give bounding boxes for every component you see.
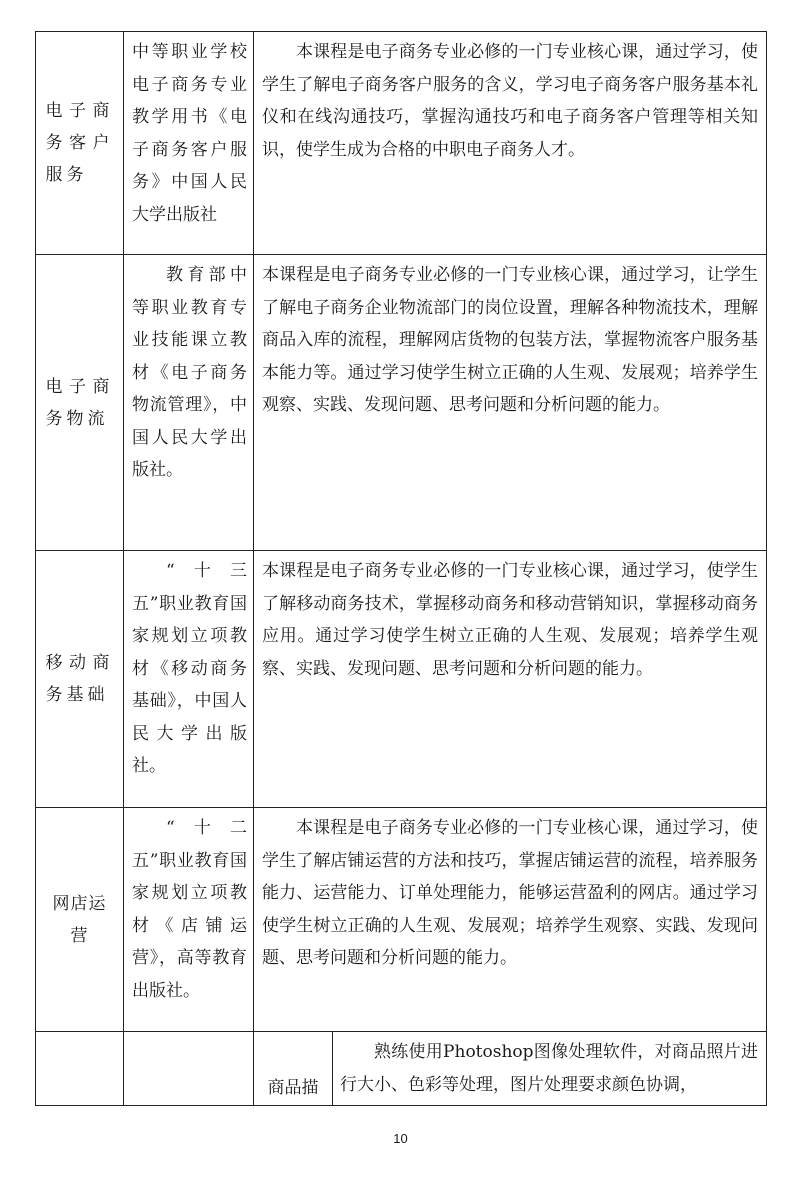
course-description: 本课程是电子商务专业必修的一门专业核心课，通过学习，使学生了解移动商务技术，掌握移动商务和移动营销知识，掌握移动商务应用。通过学习使学生树立正确的人生观、发展观；培养学生观察、实践、发现问题、思考问题和分析问题的能力。 xyxy=(262,561,758,679)
textbook-cell xyxy=(123,32,253,254)
description-cell xyxy=(253,808,767,1031)
course-name-cell xyxy=(35,1032,123,1105)
textbook-text: “十三五”职业教育国家规划立项教材《移动商务基础》，中国人民大学出版社。 xyxy=(132,561,247,776)
textbook-text: “十二五”职业教育国家规划立项教材《店铺运营》，高等教育出版社。 xyxy=(132,818,247,1001)
course-description: 本课程是电子商务专业必修的一门专业核心课，通过学习，使学生了解店铺运营的方法和技巧，掌握店铺运营的流程，培养服务能力、运营能力、订单处理能力，能够运营盈利的网店。通过学习使学生树立正确的人生观、发展观；培养学生观察、实践、发现问题、思考问题和分析问题的能力。 xyxy=(262,818,758,968)
course-name: 电子商务物流 xyxy=(45,376,114,429)
table-row xyxy=(35,807,767,1031)
textbook-text: 教育部中等职业教育专业技能课立教材《电子商务物流管理》，中国人民大学出版社。 xyxy=(132,265,247,480)
course-description: 本课程是电子商务专业必修的一门专业核心课，通过学习，使学生了解电子商务客户服务的含义，学习电子商务客户服务基本礼仪和在线沟通技巧，掌握沟通技巧和电子商务客户管理等相关知识，使学生成为合格的中职电子商务人才。 xyxy=(262,42,758,160)
course-name-cell xyxy=(35,551,123,807)
table-row xyxy=(35,31,767,254)
course-name-cell xyxy=(35,808,123,1031)
description-cell xyxy=(253,255,767,550)
table-row xyxy=(35,550,767,807)
textbook-cell xyxy=(123,1032,253,1105)
textbook-text: 中等职业学校电子商务专业教学用书《电子商务客户服务》中国人民大学出版社 xyxy=(132,42,247,225)
table-row xyxy=(35,1031,767,1106)
description-cell xyxy=(253,1032,767,1105)
sub-item-cell xyxy=(254,1032,333,1105)
sub-item-label: 商品描 xyxy=(267,1078,319,1098)
course-name: 电子商务客户服务 xyxy=(45,101,114,185)
page-number: 10 xyxy=(393,1131,408,1146)
course-description: 本课程是电子商务专业必修的一门专业核心课，通过学习，让学生了解电子商务企业物流部门的岗位设置，理解各种物流技术，理解商品入库的流程，理解网店货物的包装方法，掌握物流客户服务基本能力等。通过学习使学生树立正确的人生观、发展观；培养学生观察、实践、发现问题、思考问题和分析问题的能力。 xyxy=(262,265,758,415)
course-name: 网店运营 xyxy=(52,893,107,946)
description-cell xyxy=(253,551,767,807)
table-row xyxy=(35,254,767,550)
course-table xyxy=(35,31,767,1106)
sub-item-description: 熟练使用Photoshop图像处理软件，对商品照片进行大小、色彩等处理，图片处理要求颜色协调， xyxy=(340,1042,758,1095)
textbook-cell xyxy=(123,255,253,550)
course-name-cell xyxy=(35,255,123,550)
course-name: 移动商务基础 xyxy=(45,653,114,705)
description-cell xyxy=(253,32,767,254)
course-name-cell xyxy=(35,32,123,254)
textbook-cell xyxy=(123,808,253,1031)
textbook-cell xyxy=(123,551,253,807)
